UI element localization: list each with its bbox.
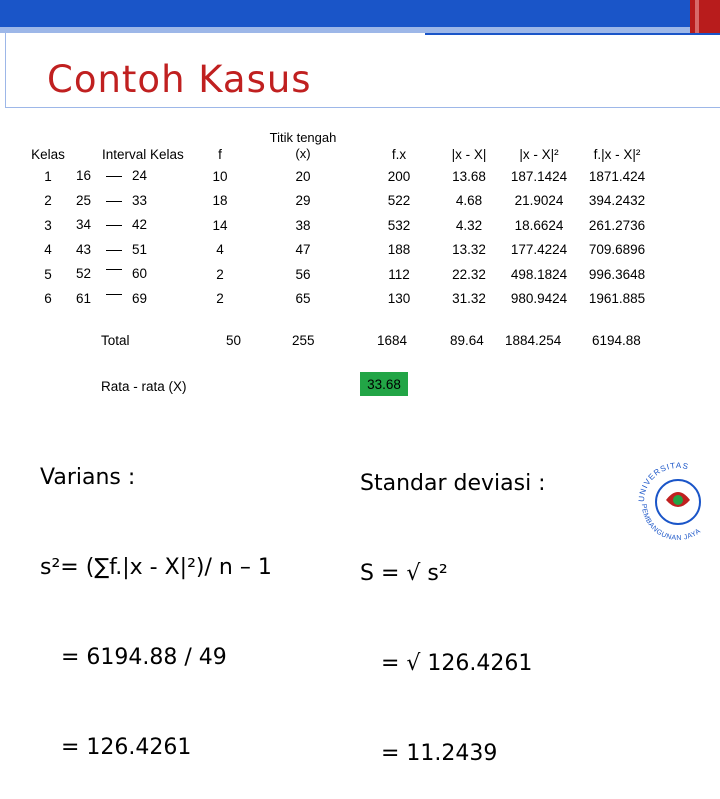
cell-kelas: 3 [44,217,52,233]
cell-interval-lo: 61 [76,290,92,306]
interval-dash [106,250,122,251]
header-abs-dev: |x - X| [451,147,487,162]
variance-block [40,403,272,793]
total-label: Total [101,333,130,348]
cell-fx: 522 [387,193,411,209]
interval-dash [106,176,122,177]
cell-interval-hi: 33 [132,192,148,208]
variance-result: = 126.4261 [40,735,192,760]
header-interval: Interval Kelas [102,147,184,162]
cell-interval [66,287,194,312]
cell-interval-lo: 16 [76,168,92,183]
cell-abs: 13.68 [452,168,486,184]
cell-kelas: 6 [44,291,52,307]
cell-sq: 21.9024 [514,193,564,209]
cell-fx: 200 [387,168,411,184]
variance-formula: s²= (∑f.|x - X|²)/ n – 1 [40,555,272,580]
table-row [30,287,656,312]
cell-sq: 980.9424 [510,291,568,307]
logo-text-bottom: PEMBANGUNAN JAYA [639,503,703,540]
cell-fx: 130 [387,291,411,307]
cell-abs: 4.68 [455,193,483,209]
cell-f: 2 [216,266,224,282]
cell-sq: 187.1424 [510,168,568,184]
table-row [30,238,656,263]
total-fsq: 6194.88 [592,333,641,348]
stdev-heading: Standar deviasi : [360,471,546,496]
header-titik-tengah [246,118,360,164]
cell-interval [66,262,194,287]
top-blue-bar [0,0,690,27]
frequency-table [30,118,656,311]
cell-fsq: 394.2432 [588,193,646,209]
cell-interval-lo: 52 [76,266,92,281]
cell-interval-lo: 43 [76,241,92,257]
total-fx: 1684 [377,333,408,348]
slide-title: Contoh Kasus [47,58,312,101]
interval-dash [106,269,122,270]
total-abs: 89.64 [450,333,484,348]
header-f: f [218,147,222,162]
header-sq-dev: |x - X|² [519,147,559,162]
cell-x: 56 [295,266,311,282]
cell-fsq: 709.6896 [588,242,646,258]
cell-interval-hi: 51 [132,241,148,257]
cell-interval [66,164,194,189]
table-row [30,189,656,214]
cell-interval-hi: 69 [132,290,148,306]
variance-heading: Varians : [40,465,136,490]
cell-kelas: 1 [44,168,52,184]
header-titik-tengah-line1: Titik tengah [269,130,337,145]
cell-sq: 177.4224 [510,242,568,258]
table-row [30,213,656,238]
cell-fx: 532 [387,217,411,233]
cell-abs: 4.32 [455,217,483,233]
title-frame-bottom [5,107,720,108]
cell-x: 47 [295,242,311,258]
variance-step: = 6194.88 / 49 [40,645,227,670]
cell-abs: 22.32 [452,266,486,282]
cell-interval-lo: 34 [76,217,92,232]
cell-interval [66,238,194,263]
cell-interval-hi: 42 [132,217,148,232]
total-f: 50 [226,333,242,348]
title-frame-left [5,33,6,108]
table-header-row [30,118,656,164]
header-titik-tengah-line2: (x) [295,146,311,161]
cell-interval-lo: 25 [76,192,92,208]
total-sq: 1884.254 [505,333,562,348]
cell-fsq: 1871.424 [588,168,646,184]
total-x: 255 [292,333,315,348]
cell-kelas: 2 [44,193,52,209]
cell-x: 29 [295,193,311,209]
cell-interval-hi: 24 [132,168,148,183]
cell-f: 4 [216,242,224,258]
interval-dash [106,225,122,226]
cell-x: 38 [295,217,311,233]
interval-dash [106,201,122,202]
cell-interval-hi: 60 [132,266,148,281]
mean-label: Rata - rata (X) [101,379,187,394]
university-logo [630,440,720,540]
svg-text:PEMBANGUNAN JAYA [640,504,702,540]
stdev-block [360,409,546,799]
stdev-step: = √ 126.4261 [360,651,533,676]
cell-f: 14 [212,217,228,233]
cell-fsq: 996.3648 [588,266,646,282]
logo-center [673,495,683,505]
cell-fsq: 1961.885 [588,291,646,307]
stdev-result: = 11.2439 [360,741,498,766]
cell-fsq: 261.2736 [588,217,646,233]
header-kelas: Kelas [31,147,65,162]
cell-f: 10 [212,168,228,184]
cell-interval [66,213,194,238]
cell-f: 18 [212,193,228,209]
cell-abs: 13.32 [452,242,486,258]
cell-kelas: 4 [44,242,52,258]
cell-kelas: 5 [44,266,52,282]
mean-value: 33.68 [360,372,408,396]
cell-sq: 18.6624 [514,217,564,233]
cell-fx: 188 [387,242,411,258]
cell-f: 2 [216,291,224,307]
table-row [30,164,656,189]
cell-abs: 31.32 [452,291,486,307]
header-fx: f.x [391,147,407,162]
stdev-formula: S = √ s² [360,561,448,586]
cell-fx: 112 [388,266,410,282]
cell-sq: 498.1824 [510,266,568,282]
cell-x: 20 [295,168,311,184]
interval-dash [106,294,122,295]
cell-x: 65 [295,291,311,307]
logo-text-top: UNIVERSITAS [636,460,690,503]
title-frame-top [425,33,720,35]
top-red-stripe [695,0,699,33]
table-row [30,262,656,287]
cell-interval [66,189,194,214]
header-f-sq-dev: f.|x - X|² [593,147,641,162]
